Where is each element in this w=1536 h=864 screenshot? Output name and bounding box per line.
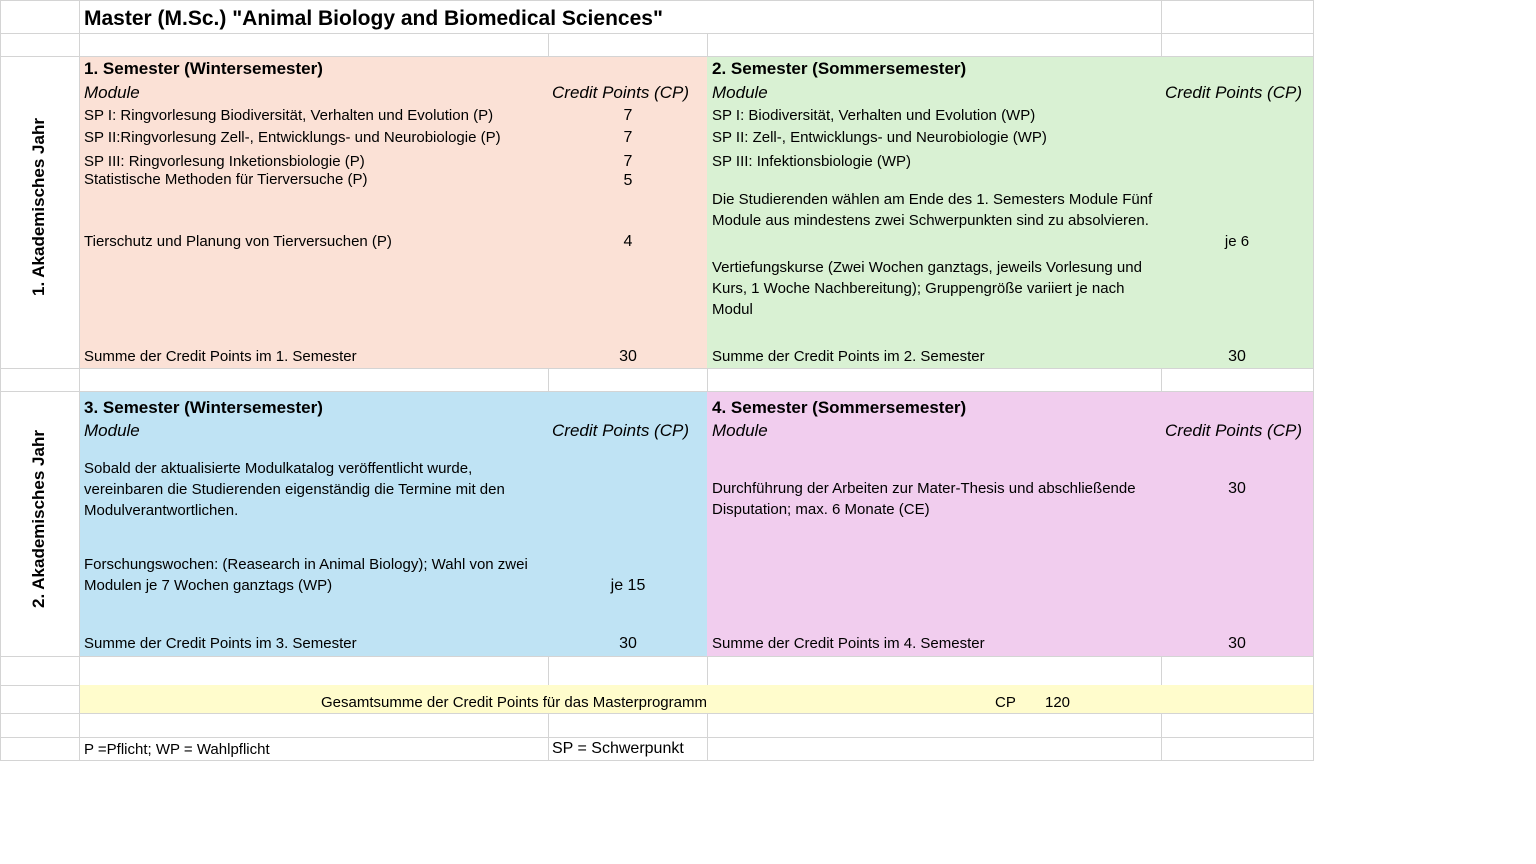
semester-4-module-header: Module — [712, 421, 768, 440]
semester-2-sum-label: Summe der Credit Points im 2. Semester — [712, 348, 985, 365]
semester-2-module-header: Module — [712, 83, 768, 102]
semester-2-row-label: SP II: Zell-, Entwicklungs- und Neurobiologie (WP) — [712, 129, 1047, 146]
semester-4-heading: 4. Semester (Sommersemester) — [712, 398, 967, 417]
semester-1-row-label: Tierschutz und Planung von Tierversuchen (P) — [84, 233, 392, 250]
semester-1-row-cp: 4 — [623, 233, 633, 250]
semester-4-cp-header: Credit Points (CP) — [1165, 421, 1302, 440]
semester-2-paragraph-1-cp: je 6 — [1224, 233, 1250, 250]
semester-1-block — [79, 56, 707, 368]
semester-3-paragraph-2: Forschungswochen: (Reasearch in Animal Biology); Wahl von zwei Modulen je 7 Wochen ganztags (WP) — [84, 556, 528, 594]
semester-4-sum-label: Summe der Credit Points im 4. Semester — [712, 635, 985, 652]
total-label: Gesamtsumme der Credit Points für das Masterprogramm — [321, 694, 707, 711]
semester-3-heading: 3. Semester (Wintersemester) — [84, 398, 323, 417]
semester-1-heading: 1. Semester (Wintersemester) — [84, 59, 323, 78]
semester-1-row-label: SP III: Ringvorlesung Inketionsbiologie (P) — [84, 153, 365, 170]
semester-4-sum-value: 30 — [1228, 635, 1246, 652]
semester-4-paragraph-1: Durchführung der Arbeiten zur Mater-Thesis und abschließende Disputation; max. 6 Monate (CE) — [712, 480, 1136, 518]
semester-1-sum-value: 30 — [619, 348, 637, 365]
semester-2-row-label: SP I: Biodiversität, Verhalten und Evolution (WP) — [712, 107, 1036, 124]
semester-3-module-header: Module — [84, 421, 140, 440]
semester-1-row-cp: 7 — [623, 153, 633, 170]
semester-1-row-cp: 5 — [623, 172, 633, 189]
semester-3-cp-header: Credit Points (CP) — [552, 421, 689, 440]
semester-2-paragraph-1: Die Studierenden wählen am Ende des 1. Semesters Module Fünf Module aus mindestens zwei Schwerpunkten sind zu absolvieren. — [712, 191, 1153, 229]
page-title: Master (M.Sc.) "Animal Biology and Biomedical Sciences" — [84, 7, 663, 30]
semester-2-heading: 2. Semester (Sommersemester) — [712, 59, 967, 78]
semester-3-sum-label: Summe der Credit Points im 3. Semester — [84, 635, 357, 652]
semester-2-sum-value: 30 — [1228, 348, 1246, 365]
semester-4-paragraph-1-cp: 30 — [1228, 480, 1246, 497]
year-1-label: 1. Akademisches Jahr — [29, 118, 48, 296]
semester-1-row-label: SP II:Ringvorlesung Zell-, Entwicklungs- und Neurobiologie (P) — [84, 129, 501, 146]
semester-3-sum-value: 30 — [619, 635, 637, 652]
semester-1-row-cp: 7 — [623, 129, 633, 146]
semester-1-module-header: Module — [84, 83, 140, 102]
semester-2-row-label: SP III: Infektionsbiologie (WP) — [712, 153, 911, 170]
semester-1-sum-label: Summe der Credit Points im 1. Semester — [84, 348, 357, 365]
semester-2-cp-header: Credit Points (CP) — [1165, 83, 1302, 102]
year-2-label: 2. Akademisches Jahr — [29, 430, 48, 608]
semester-2-paragraph-2: Vertiefungskurse (Zwei Wochen ganztags, jeweils Vorlesung und Kurs, 1 Woche Nachbereitung); Gruppengröße variiert je nach Modul — [712, 259, 1142, 318]
semester-1-row-label: Statistische Methoden für Tierversuche (P) — [84, 171, 368, 188]
total-value: 120 — [1045, 694, 1071, 711]
legend-right: SP = Schwerpunkt — [552, 740, 684, 757]
semester-1-row-label: SP I: Ringvorlesung Biodiversität, Verhalten und Evolution (P) — [84, 107, 494, 124]
semester-3-paragraph-2-cp: je 15 — [610, 577, 646, 594]
semester-3-paragraph-1: Sobald der aktualisierte Modulkatalog veröffentlicht wurde, vereinbaren die Studierenden eigenständig die Termine mit den Modulverantwortlichen. — [84, 460, 505, 519]
semester-1-cp-header: Credit Points (CP) — [552, 83, 689, 102]
total-unit: CP — [995, 694, 1016, 711]
semester-1-row-cp: 7 — [623, 107, 633, 124]
legend-left: P =Pflicht; WP = Wahlpflicht — [84, 741, 270, 758]
